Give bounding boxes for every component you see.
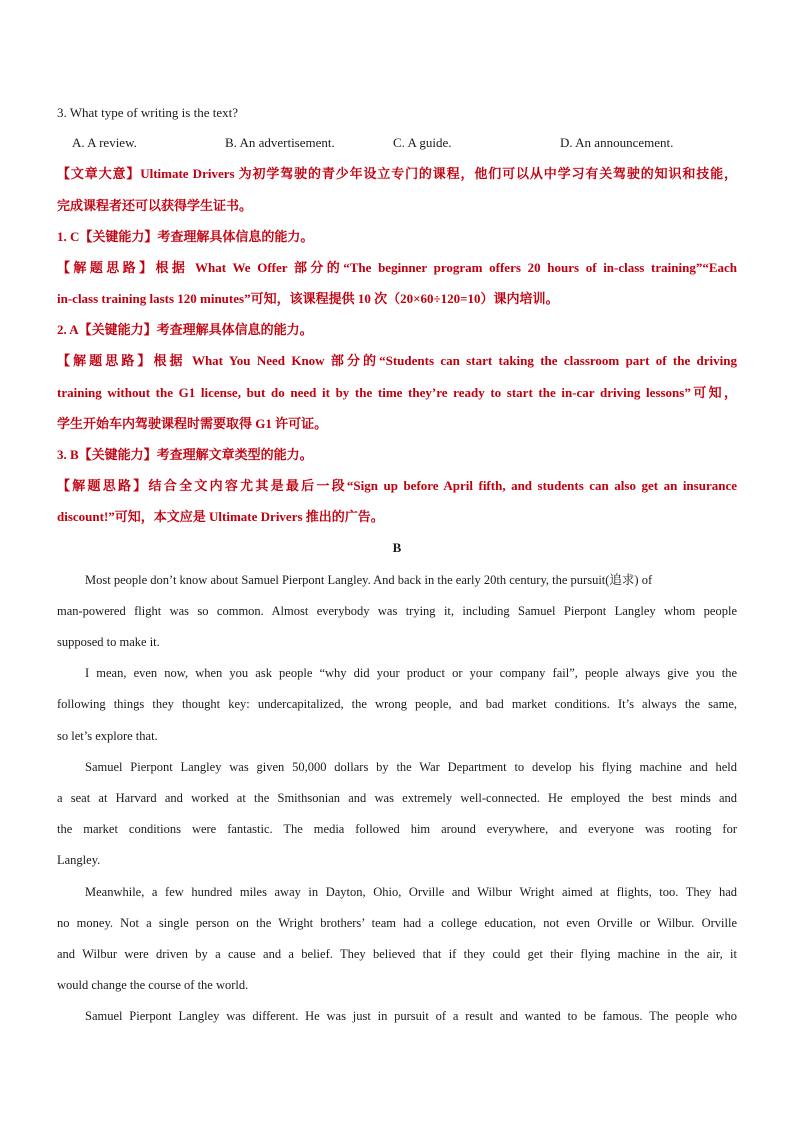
option-a: A. A review. [72, 135, 137, 150]
paragraph-3-line: Samuel Pierpont Langley was given 50,000 dollars by the War Department to develop his flying machine and held [85, 760, 737, 774]
paragraph-2-line: so let’s explore that. [57, 729, 158, 743]
summary-line: 完成课程者还可以获得学生证书。 [57, 198, 253, 213]
paragraph-4-line: Meanwhile, a few hundred miles away in Dayton, Ohio, Orville and Wilbur Wright aimed at flights, too. They had [85, 885, 737, 899]
paragraph-4-line: and Wilbur were driven by a cause and a belief. They believed that if they could get their flying machine in the air, it [57, 947, 737, 961]
option-d: D. An announcement. [560, 135, 674, 150]
answer-3-heading: 3. B【关键能力】考查理解文章类型的能力。 [57, 447, 313, 462]
answer-2-heading: 2. A【关键能力】考查理解具体信息的能力。 [57, 322, 313, 337]
option-c: C. A guide. [393, 135, 452, 150]
answer-3-reasoning: 【解题思路】结合全文内容尤其是最后一段“Sign up before April fifth, and students can also get an insurance [57, 478, 737, 493]
answer-1-reasoning: in-class training lasts 120 minutes”可知，该课程提供 10 次（20×60÷120=10）课内培训。 [57, 291, 559, 306]
answer-2-reasoning: training without the G1 license, but do need it by the time they’re ready to start the in-car driving lessons”可知， [57, 385, 737, 400]
paragraph-2-line: following things they thought key: undercapitalized, the wrong people, and bad market conditions. It’s always the same, [57, 697, 737, 711]
section-b-heading: B [392, 540, 402, 555]
answer-2-reasoning: 学生开始车内驾驶课程时需要取得 G1 许可证。 [57, 416, 328, 431]
paragraph-1-line: Most people don’t know about Samuel Pierpont Langley. And back in the early 20th century, the pursuit(追求) of [85, 573, 653, 587]
option-b: B. An advertisement. [225, 135, 335, 150]
answer-3-reasoning: discount!”可知，本文应是 Ultimate Drivers 推出的广告。 [57, 509, 384, 524]
paragraph-4-line: no money. Not a single person on the Wright brothers’ team had a college education, not even Orville or Wilbur. Orville [57, 916, 737, 930]
paragraph-3-line: a seat at Harvard and worked at the Smithsonian and was extremely well-connected. He employed the best minds and [57, 791, 737, 805]
paragraph-3-line: Langley. [57, 853, 101, 867]
paragraph-2-line: I mean, even now, when you ask people “why did your product or your company fail”, people always give you the [85, 666, 737, 680]
answer-1-heading: 1. C【关键能力】考查理解具体信息的能力。 [57, 229, 314, 244]
summary-line: 【文章大意】Ultimate Drivers 为初学驾驶的青少年设立专门的课程，他们可以从中学习有关驾驶的知识和技能， [57, 166, 737, 181]
answer-1-reasoning: 【解题思路】根据 What We Offer 部分的“The beginner program offers 20 hours of in-class training”“Each [57, 260, 737, 275]
paragraph-3-line: the market conditions were fantastic. The media followed him around everywhere, and everyone was rooting for [57, 822, 737, 836]
answer-2-reasoning: 【解题思路】根据 What You Need Know 部分的“Students can start taking the classroom part of the driving [57, 353, 737, 368]
paragraph-1-line: man-powered flight was so common. Almost everybody was trying it, including Samuel Pierpont Langley whom people [57, 604, 737, 618]
question-3-stem: 3. What type of writing is the text? [57, 105, 238, 120]
paragraph-5-line: Samuel Pierpont Langley was different. He was just in pursuit of a result and wanted to be famous. The people who [85, 1009, 737, 1023]
paragraph-4-line: would change the course of the world. [57, 978, 249, 992]
paragraph-1-line: supposed to make it. [57, 635, 160, 649]
